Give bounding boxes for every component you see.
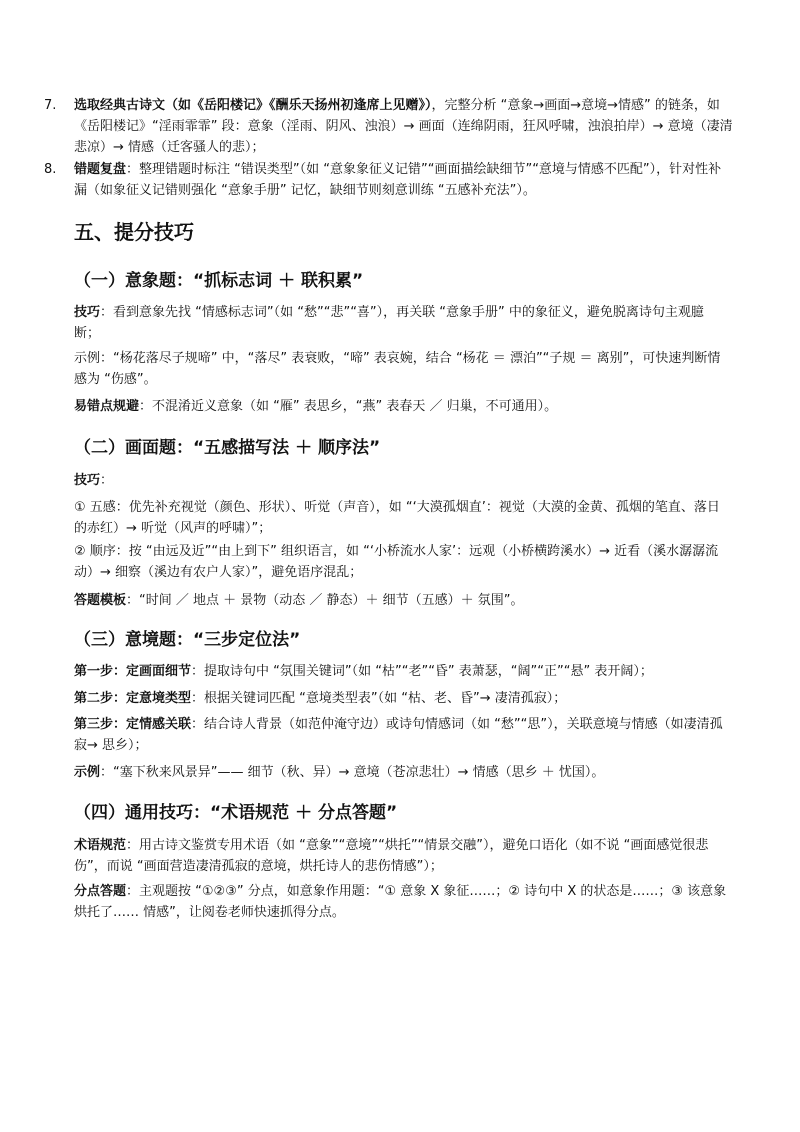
para-text: ：用古诗文鉴赏专用术语（如 “意象”“意境”“烘托”“情景交融”），避免口语化（如不说 “画面感觉很悲伤”，而说 “画面营造凄清孤寂的意境，烘托诗人的悲伤情感”）；: [74, 838, 709, 874]
para-lead: 第二步：定意境类型: [74, 691, 192, 706]
para-lead: 答题模板: [74, 593, 127, 608]
list-number: 8.: [44, 162, 57, 177]
para-lead: 技巧: [74, 473, 101, 488]
paragraph: [74, 470, 728, 491]
paragraph: [74, 590, 728, 611]
paragraph: [74, 762, 728, 783]
paragraph: [74, 497, 728, 539]
list-item-7: [44, 95, 734, 158]
subsection-title-3: （三）意境题：“三步定位法”: [74, 630, 301, 650]
para-lead: 第三步：定情感关联: [74, 717, 192, 732]
item-text: ，完整分析 “意象→画面→意境→情感” 的链条，如《岳阳楼记》“淫雨霏霏” 段：意象（淫雨、阴风、浊浪）→ 画面（连绵阴雨，狂风呼啸，浊浪拍岸）→ 意境（凄清悲凉）→ 情感（迁客骚人的悲）；: [74, 98, 733, 155]
subsection-title-1: （一）意象题：“抓标志词 ＋ 联积累”: [74, 271, 364, 291]
para-text: ：提取诗句中 “氛围关键词”（如 “枯”“老”“昏” 表萧瑟，“阔”“正”“悬” 表开阔）；: [191, 664, 653, 679]
para-lead: 技巧: [74, 305, 101, 320]
item-lead: 错题复盘: [74, 162, 127, 177]
item-text: ：整理错题时标注 “错误类型”（如 “意象象征义记错”“画面描绘缺细节”“意境与情感不匹配”），针对性补漏（如象征义记错则强化 “意象手册” 记忆，缺细节则刻意训练 “五感补充法”）。: [74, 162, 722, 198]
paragraph: [74, 835, 728, 877]
para-text: ：主观题按 “①②③” 分点，如意象作用题：“① 意象 X 象征……；② 诗句中 X 的状态是……；③ 该意象烘托了…… 情感”，让阅卷老师快速抓得分点。: [74, 884, 727, 920]
paragraph: [74, 881, 728, 923]
para-text: ：“时间 ／ 地点 ＋ 景物（动态 ／ 静态）＋ 细节（五感）＋ 氛围”。: [126, 593, 524, 608]
paragraph: [74, 714, 728, 756]
paragraph: [74, 541, 728, 583]
para-lead: 易错点规避: [74, 399, 140, 414]
list-item-8: [44, 159, 734, 201]
item-lead: 选取经典古诗文（如《岳阳楼记》《酬乐天扬州初逢席上见赠》）: [74, 98, 432, 113]
subsection-title-2: （二）画面题：“五感描写法 ＋ 顺序法”: [74, 438, 381, 458]
para-text: 示例：“杨花落尽子规啼” 中，“落尽” 表衰败，“啼” 表哀婉，结合 “杨花 ＝ 漂泊”“子规 ＝ 离别”，可快速判断情感为 “伤感”。: [74, 351, 721, 387]
para-text: ：根据关键词匹配 “意境类型表”（如 “枯、老、昏”→ 凄清孤寂）；: [191, 691, 567, 706]
para-lead: 示例: [74, 765, 101, 780]
para-text: ：结合诗人背景（如范仲淹守边）或诗句情感词（如 “愁”“思”），关联意境与情感（如凄清孤寂→ 思乡）；: [74, 717, 723, 753]
subsection-title-4: （四）通用技巧：“术语规范 ＋ 分点答题”: [74, 803, 398, 823]
paragraph: [74, 302, 728, 344]
para-text: ② 顺序：按 “由远及近”“由上到下” 组织语言，如 “‘小桥流水人家’：远观（小桥横跨溪水）→ 近看（溪水潺潺流动）→ 细察（溪边有农户人家）”，避免语序混乱；: [74, 544, 719, 580]
paragraph: [74, 348, 728, 390]
para-lead: 第一步：定画面细节: [74, 664, 192, 679]
para-text: ：不混淆近义意象（如 “雁” 表思乡，“燕” 表春天 ／ 归巢，不可通用）。: [139, 399, 558, 414]
list-number: 7.: [44, 98, 57, 113]
section-title: 五、提分技巧: [74, 220, 194, 244]
para-lead: 分点答题: [74, 884, 127, 899]
para-text: ① 五感：优先补充视觉（颜色、形状）、听觉（声音），如 “‘大漠孤烟直’：视觉（大漠的金黄、孤烟的笔直、落日的赤红）→ 听觉（风声的呼啸）”；: [74, 500, 720, 536]
para-lead: 术语规范: [74, 838, 127, 853]
paragraph: [74, 688, 728, 709]
paragraph: [74, 661, 728, 682]
para-text: ：: [100, 473, 114, 488]
paragraph: [74, 396, 728, 417]
para-text: ：“塞下秋来风景异”—— 细节（秋、异）→ 意境（苍凉悲壮）→ 情感（思乡 ＋ 忧国）。: [100, 765, 605, 780]
para-text: ：看到意象先找 “情感标志词”（如 “愁”“悲”“喜”），再关联 “意象手册” 中的象征义，避免脱离诗句主观臆断；: [74, 305, 704, 341]
